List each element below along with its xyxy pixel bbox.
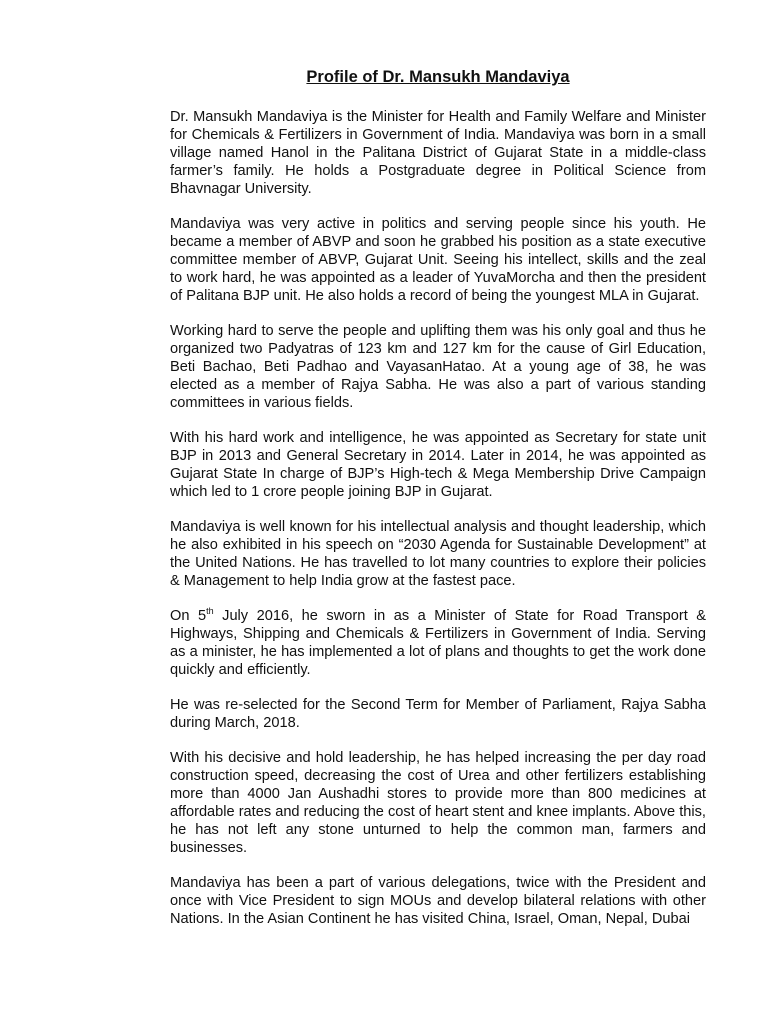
paragraph-achievements: With his decisive and hold leadership, he has helped increasing the per day road construction speed, decreasing the cost of Urea and other fertilizers establishing more than 4000 Jan Aushadhi stores to provide more than 800 medicines at affordable rates and reducing the cost of heart stent and knee implants. Above this, he has not left any stone unturned to help the common man, farmers and businesses. [170,750,706,856]
paragraph-reselected: He was re-selected for the Second Term for Member of Parliament, Rajya Sabha during March, 2018. [170,697,706,731]
paragraph-secretary: With his hard work and intelligence, he was appointed as Secretary for state unit BJP in 2013 and General Secretary in 2014. Later in 2014, he was appointed as Gujarat State In charge of BJP’s High-tech & Mega Membership Drive Campaign which led to 1 crore people joining BJP in Gujarat. [170,430,706,500]
paragraph-intro: Dr. Mansukh Mandaviya is the Minister for Health and Family Welfare and Minister for Chemicals & Fertilizers in Government of India. Mandaviya was born in a small village named Hanol in the Palitana District of Gujarat State in a middle-class farmer’s family. He holds a Postgraduate degree in Political Science from Bhavnagar University. [170,109,706,197]
paragraph-minister-pre: On 5 [170,608,207,624]
page-title: Profile of Dr. Mansukh Mandaviya [306,68,570,86]
document-page [170,66,706,945]
paragraph-politics: Mandaviya was very active in politics and serving people since his youth. He became a member of ABVP and soon he grabbed his position as a state executive committee member of ABVP, Gujarat Unit. Seeing his intellect, skills and the zeal to work hard, he was appointed as a leader of YuvaMorcha and then the president of Palitana BJP unit. He also holds a record of being the youngest MLA in Gujarat. [170,216,706,304]
paragraph-minister-sup: th [206,606,214,617]
paragraph-padyatras: Working hard to serve the people and uplifting them was his only goal and thus he organized two Padyatras of 123 km and 127 km for the cause of Girl Education, Beti Bachao, Beti Padhao and VayasanHatao. At a young age of 38, he was elected as a member of Rajya Sabha. He was also a part of various standing committees in various fields. [170,323,706,411]
paragraph-delegations: Mandaviya has been a part of various delegations, twice with the President and once with Vice President to sign MOUs and develop bilateral relations with other Nations. In the Asian Continent he has visited China, Israel, Oman, Nepal, Dubai [170,875,706,927]
paragraph-leadership: Mandaviya is well known for his intellectual analysis and thought leadership, which he also exhibited in his speech on “2030 Agenda for Sustainable Development” at the United Nations. He has travelled to lot many countries to explore their policies & Management to help India grow at the fastest pace. [170,519,706,589]
paragraph-minister [170,607,706,679]
paragraph-minister-post: July 2016, he sworn in as a Minister of State for Road Transport & Highways, Shipping and Chemicals & Fertilizers in Government of India. Serving as a minister, he has implemented a lot of plans and thoughts to get the work done quickly and efficiently. [170,608,707,678]
